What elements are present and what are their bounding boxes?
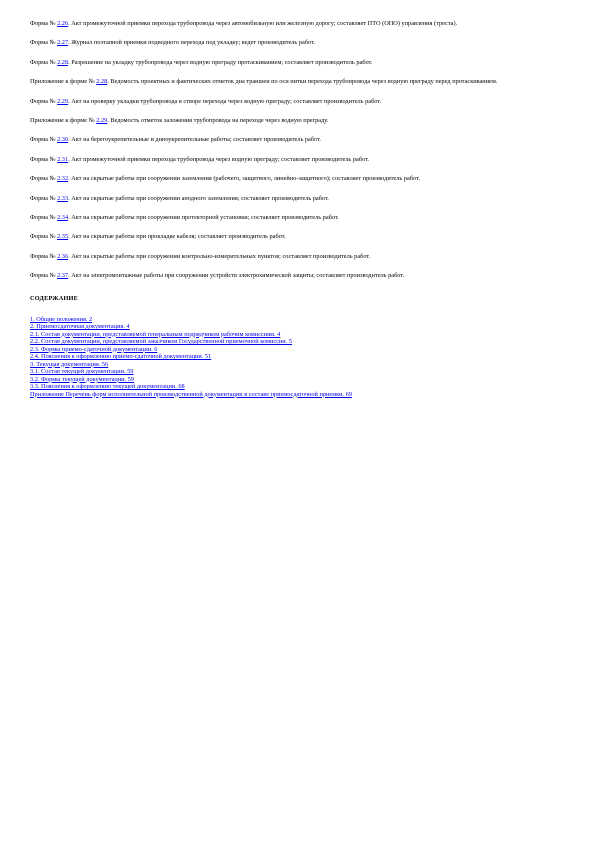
form-number-link[interactable]: 2.32 [57, 175, 69, 183]
form-description [30, 252, 568, 261]
form-number-link[interactable]: 2.29 [96, 117, 108, 125]
form-prefix: Форма № [30, 214, 58, 222]
toc-link[interactable]: 3.3. Пояснения к оформлению текущей документации. 68 [30, 383, 185, 391]
form-prefix: Форма № [30, 58, 58, 66]
form-prefix: Форма № [30, 155, 58, 163]
form-prefix: Форма № [30, 233, 58, 241]
toc-link[interactable]: 2.3. Формы приемо-сдаточной документации. 6 [30, 345, 158, 353]
form-number-link[interactable]: 2.31 [57, 155, 69, 163]
toc-link[interactable]: 2.1. Состав документации, представляемой генеральным подрядчиком рабочим комиссиям. 4 [30, 330, 281, 338]
form-text: . Акт на скрытые работы при сооружении протекторной установки; составляет производитель работ. [68, 214, 339, 222]
toc-link[interactable]: 3.1. Состав текущей документации. 59 [30, 368, 134, 376]
form-prefix: Форма № [30, 175, 58, 183]
toc-link[interactable]: 3.2. Формы текущей документации. 59 [30, 375, 134, 383]
form-number-link[interactable]: 2.28 [57, 58, 69, 66]
form-description [30, 38, 568, 47]
form-text: . Ведомость проектных и фактических отметок дна траншеи по оси нитки перехода трубопровода через водную преграду перед протаскиванием. [107, 78, 498, 86]
toc-link[interactable]: 3. Текущая документация. 56 [30, 360, 109, 368]
toc-link[interactable]: 1. Общие положения. 2 [30, 315, 93, 323]
form-number-link[interactable]: 2.29 [57, 97, 69, 105]
form-text: . Акт промежуточной приемки перехода трубопровода через водную преграду; составляет производитель работ. [68, 155, 369, 163]
document-body [30, 19, 568, 398]
toc-link[interactable]: 2.2. Состав документации, представляемой заказчиком Государственной приемочной комиссии. 5 [30, 338, 292, 346]
form-text: . Акт на скрытые работы при сооружении заземления (рабочего, защитного, линейно-защитного); составляет производитель работ. [68, 175, 420, 183]
form-number-link[interactable]: 2.34 [57, 214, 69, 222]
toc-link[interactable]: 2.4. Пояснения к оформлению приемо-сдаточной документации. 51 [30, 353, 212, 361]
form-number-link[interactable]: 2.27 [57, 39, 69, 47]
form-prefix: Форма № [30, 272, 58, 280]
form-text: . Акт на скрытые работы при прокладке кабеля; составляет производитель работ. [68, 233, 286, 241]
form-list [30, 19, 568, 281]
form-prefix: Форма № [30, 20, 58, 27]
form-prefix: Форма № [30, 39, 58, 47]
form-prefix: Приложение к форме № [30, 78, 97, 86]
form-description [30, 194, 568, 203]
form-text: . Акт на берегоукрепительные и днноукрепительные работы; составляет производитель работ. [68, 136, 321, 144]
form-description [30, 58, 568, 67]
form-prefix: Форма № [30, 136, 58, 144]
form-number-link[interactable]: 2.28 [96, 78, 108, 86]
form-text: . Ведомость отметок заложения трубопровода на переходе через водную преграду. [107, 117, 329, 125]
form-description [30, 213, 568, 222]
toc-link[interactable]: Приложение Перечень форм исполнительной производственной документации в составе приемосдаточной приемки. 69 [30, 390, 353, 398]
contents-heading: СОДЕРЖАНИЕ [30, 294, 79, 302]
form-prefix: Форма № [30, 97, 58, 105]
form-number-link[interactable]: 2.30 [57, 136, 69, 144]
form-description [30, 271, 568, 280]
form-number-link[interactable]: 2.35 [57, 233, 69, 241]
form-prefix: Форма № [30, 194, 58, 202]
form-prefix: Форма № [30, 252, 58, 260]
form-text: . Акт на электромонтажные работы при сооружении устройств электрохимической защиты; составляет производитель работ. [68, 272, 405, 280]
toc-link[interactable]: 2. Приемосдаточная документация. 4 [30, 323, 130, 331]
form-description [30, 19, 568, 28]
form-text: . Акт на скрытые работы при сооружении анодного заземления; составляет производитель работ. [68, 194, 329, 202]
form-number-link[interactable]: 2.36 [57, 252, 69, 260]
table-of-contents [30, 316, 568, 399]
form-description [30, 135, 568, 144]
form-description [30, 232, 568, 241]
form-text: . Разрешение на укладку трубопровода через водную преграду протаскиванием; составляет производитель работ. [68, 58, 373, 66]
form-description [30, 174, 568, 183]
form-text: . Акт промежуточной приемки перехода трубопровода через автомобильную или железную дорогу; составляет ПТО (ОПО) управления (треста). [68, 20, 458, 27]
form-number-link[interactable]: 2.33 [57, 194, 69, 202]
form-number-link[interactable]: 2.37 [57, 272, 69, 280]
form-description [30, 97, 568, 106]
form-description [30, 116, 568, 125]
form-description [30, 77, 568, 86]
form-text: . Журнал поэтапной приемки подводного перехода под укладку; ведет производитель работ. [68, 39, 315, 47]
form-prefix: Приложение к форме № [30, 117, 97, 125]
form-text: . Акт на скрытые работы при сооружении контрольно-измерительных пунктов; составляет производитель работ. [68, 252, 371, 260]
form-text: . Акт на проверку укладки трубопровода в створе перехода через водную преграду; составляет производитель работ. [68, 97, 382, 105]
form-description [30, 155, 568, 164]
form-number-link[interactable]: 2.26 [57, 20, 69, 27]
